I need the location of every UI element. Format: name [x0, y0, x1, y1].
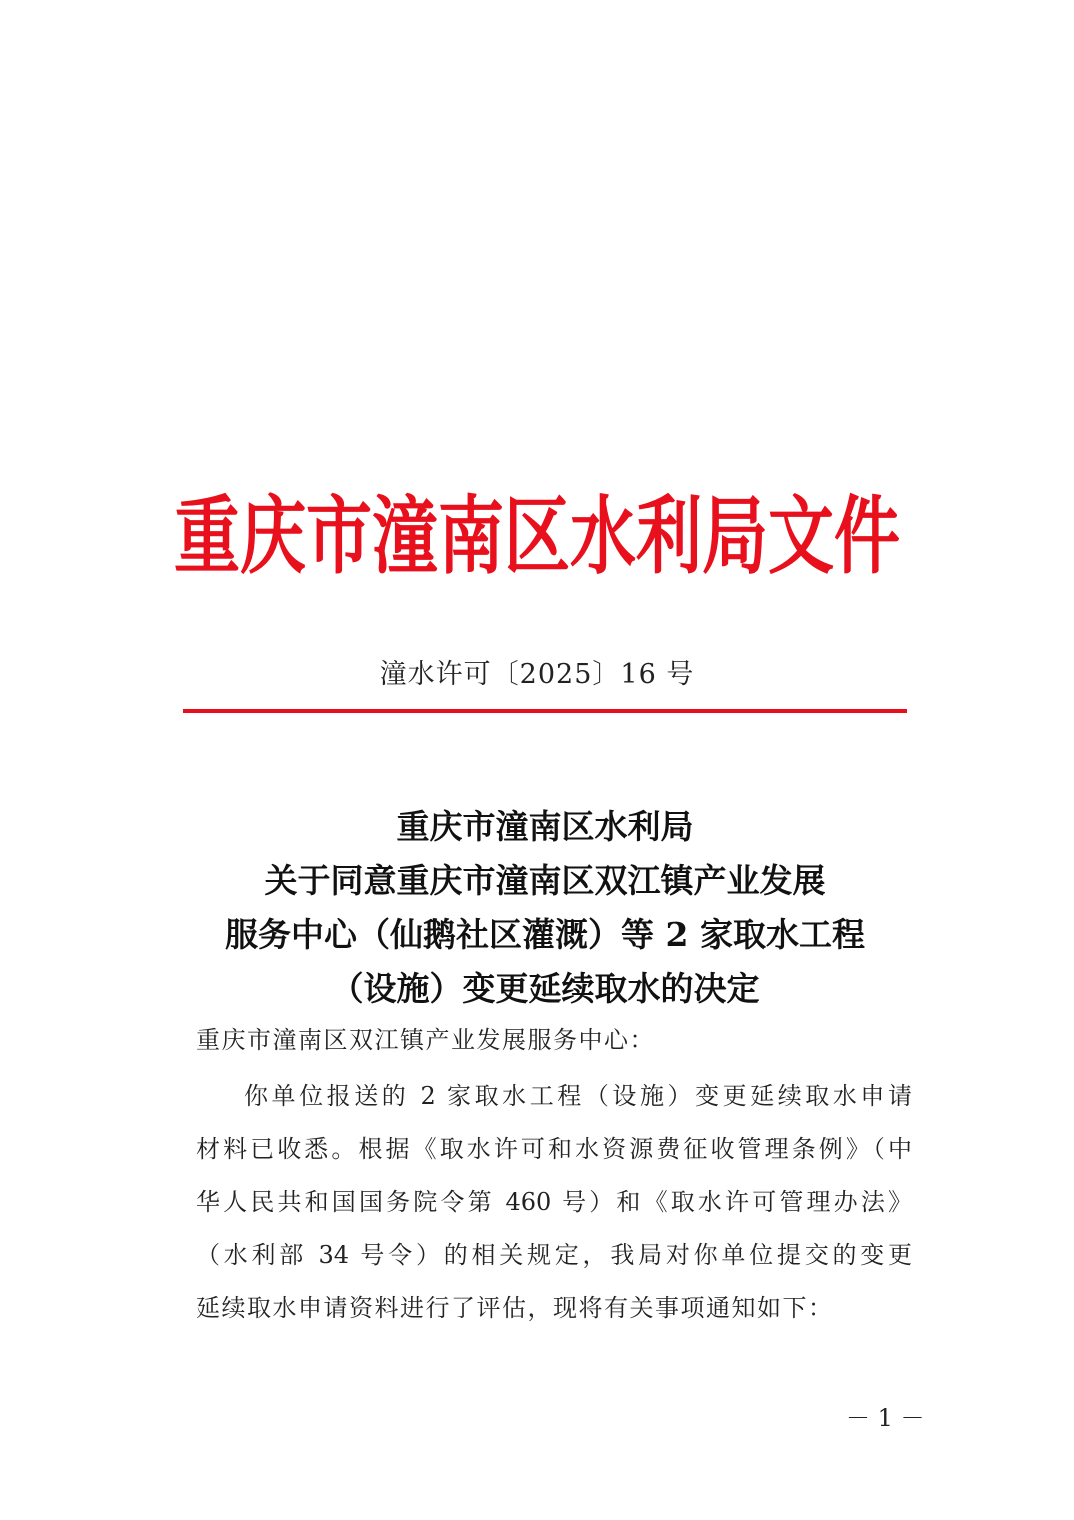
- document-number: 潼水许可〔2025〕16 号: [379, 659, 695, 690]
- body-paragraph: [196, 1070, 912, 1335]
- title-line: 重庆市潼南区水利局: [396, 807, 694, 846]
- red-separator-line: [183, 709, 907, 713]
- page-number: － 1 －: [846, 1404, 925, 1432]
- body-line: 华人民共和国国务院令第 460 号）和《取水许可管理办法》: [196, 1188, 912, 1216]
- body-line: 延续取水申请资料进行了评估，现将有关事项通知如下：: [196, 1294, 834, 1322]
- body-line: 材料已收悉。根据《取水许可和水资源费征收管理条例》（中: [196, 1135, 912, 1163]
- title-line: 服务中心（仙鹅社区灌溉）等 2 家取水工程: [225, 915, 865, 954]
- document-title: [150, 800, 940, 1016]
- body-line: 你单位报送的 2 家取水工程（设施）变更延续取水申请: [244, 1082, 912, 1110]
- title-line: （设施）变更延续取水的决定: [330, 969, 760, 1008]
- body-line: （水利部 34 号令）的相关规定，我局对你单位提交的变更: [196, 1241, 912, 1269]
- title-line: 关于同意重庆市潼南区双江镇产业发展: [264, 861, 826, 900]
- addressee: 重庆市潼南区双江镇产业发展服务中心：: [196, 1026, 655, 1054]
- masthead-title: 重庆市潼南区水利局文件: [174, 485, 900, 586]
